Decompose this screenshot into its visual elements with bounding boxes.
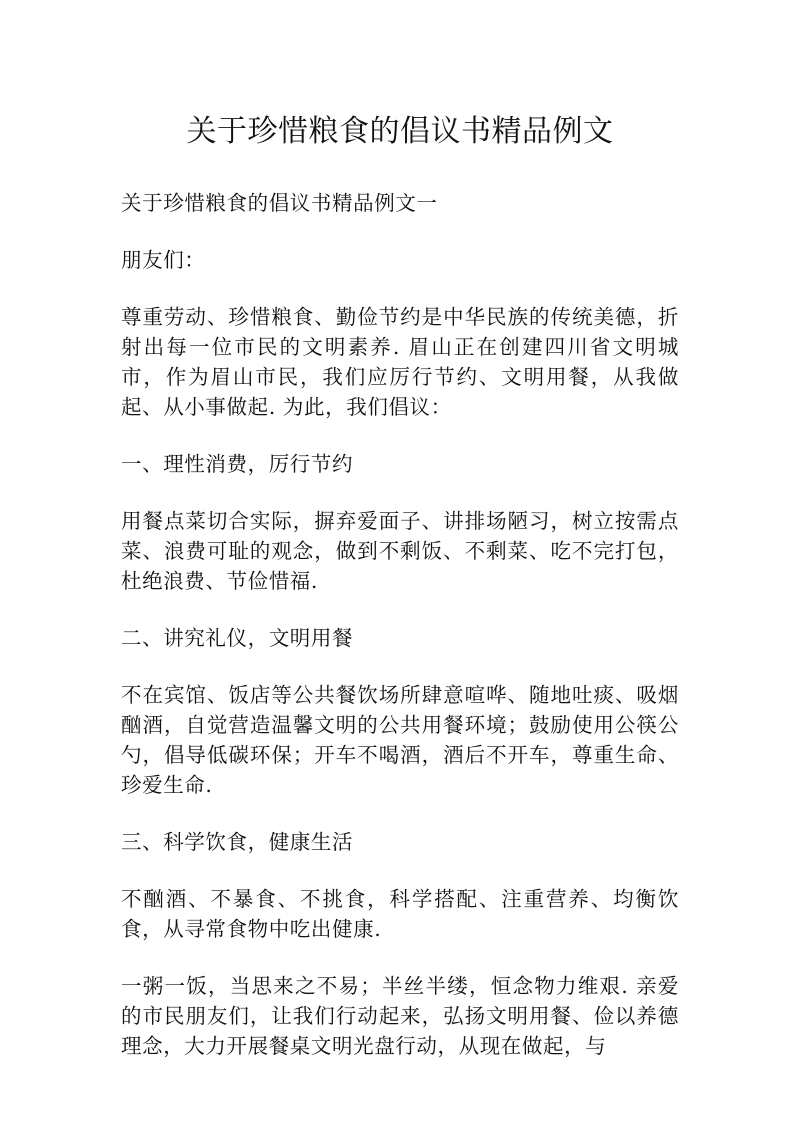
- section-heading-2: 二、讲究礼仪，文明用餐: [121, 626, 354, 650]
- section-heading-3: 三、科学饮食，健康生活: [121, 830, 354, 854]
- subtitle-paragraph: 关于珍惜粮食的倡议书精品例文一: [121, 191, 438, 215]
- section-body-3: 不酗酒、不暴食、不挑食，科学搭配、注重营养、均衡饮食，从寻常食物中吃出健康.: [121, 887, 679, 941]
- section-body-1: 用餐点菜切合实际，摒弃爱面子、讲排场陋习，树立按需点菜、浪费可耻的观念，做到不剩饭、不剩菜、吃不完打包，杜绝浪费、节俭惜福.: [121, 509, 679, 593]
- salutation-paragraph: 朋友们：: [121, 248, 206, 272]
- section-body-2: 不在宾馆、饭店等公共餐饮场所肆意喧哗、随地吐痰、吸烟酗酒，自觉营造温馨文明的公共用餐环境；鼓励使用公筷公勺，倡导低碳环保；开车不喝酒，酒后不开车，尊重生命、珍爱生命.: [121, 683, 679, 797]
- document-title: 关于珍惜粮食的倡议书精品例文: [186, 114, 614, 149]
- closing-paragraph: 一粥一饭，当思来之不易；半丝半缕，恒念物力维艰. 亲爱的市民朋友们，让我们行动起来，弘扬文明用餐、俭以养德理念，大力开展餐桌文明光盘行动，从现在做起，与: [121, 974, 679, 1058]
- intro-paragraph: 尊重劳动、珍惜粮食、勤俭节约是中华民族的传统美德，折射出每一位市民的文明素养. 眉山正在创建四川省文明城市，作为眉山市民，我们应厉行节约、文明用餐，从我做起、从小事做起. 为此，我们倡议：: [121, 305, 679, 419]
- section-heading-1: 一、理性消费，厉行节约: [121, 452, 354, 476]
